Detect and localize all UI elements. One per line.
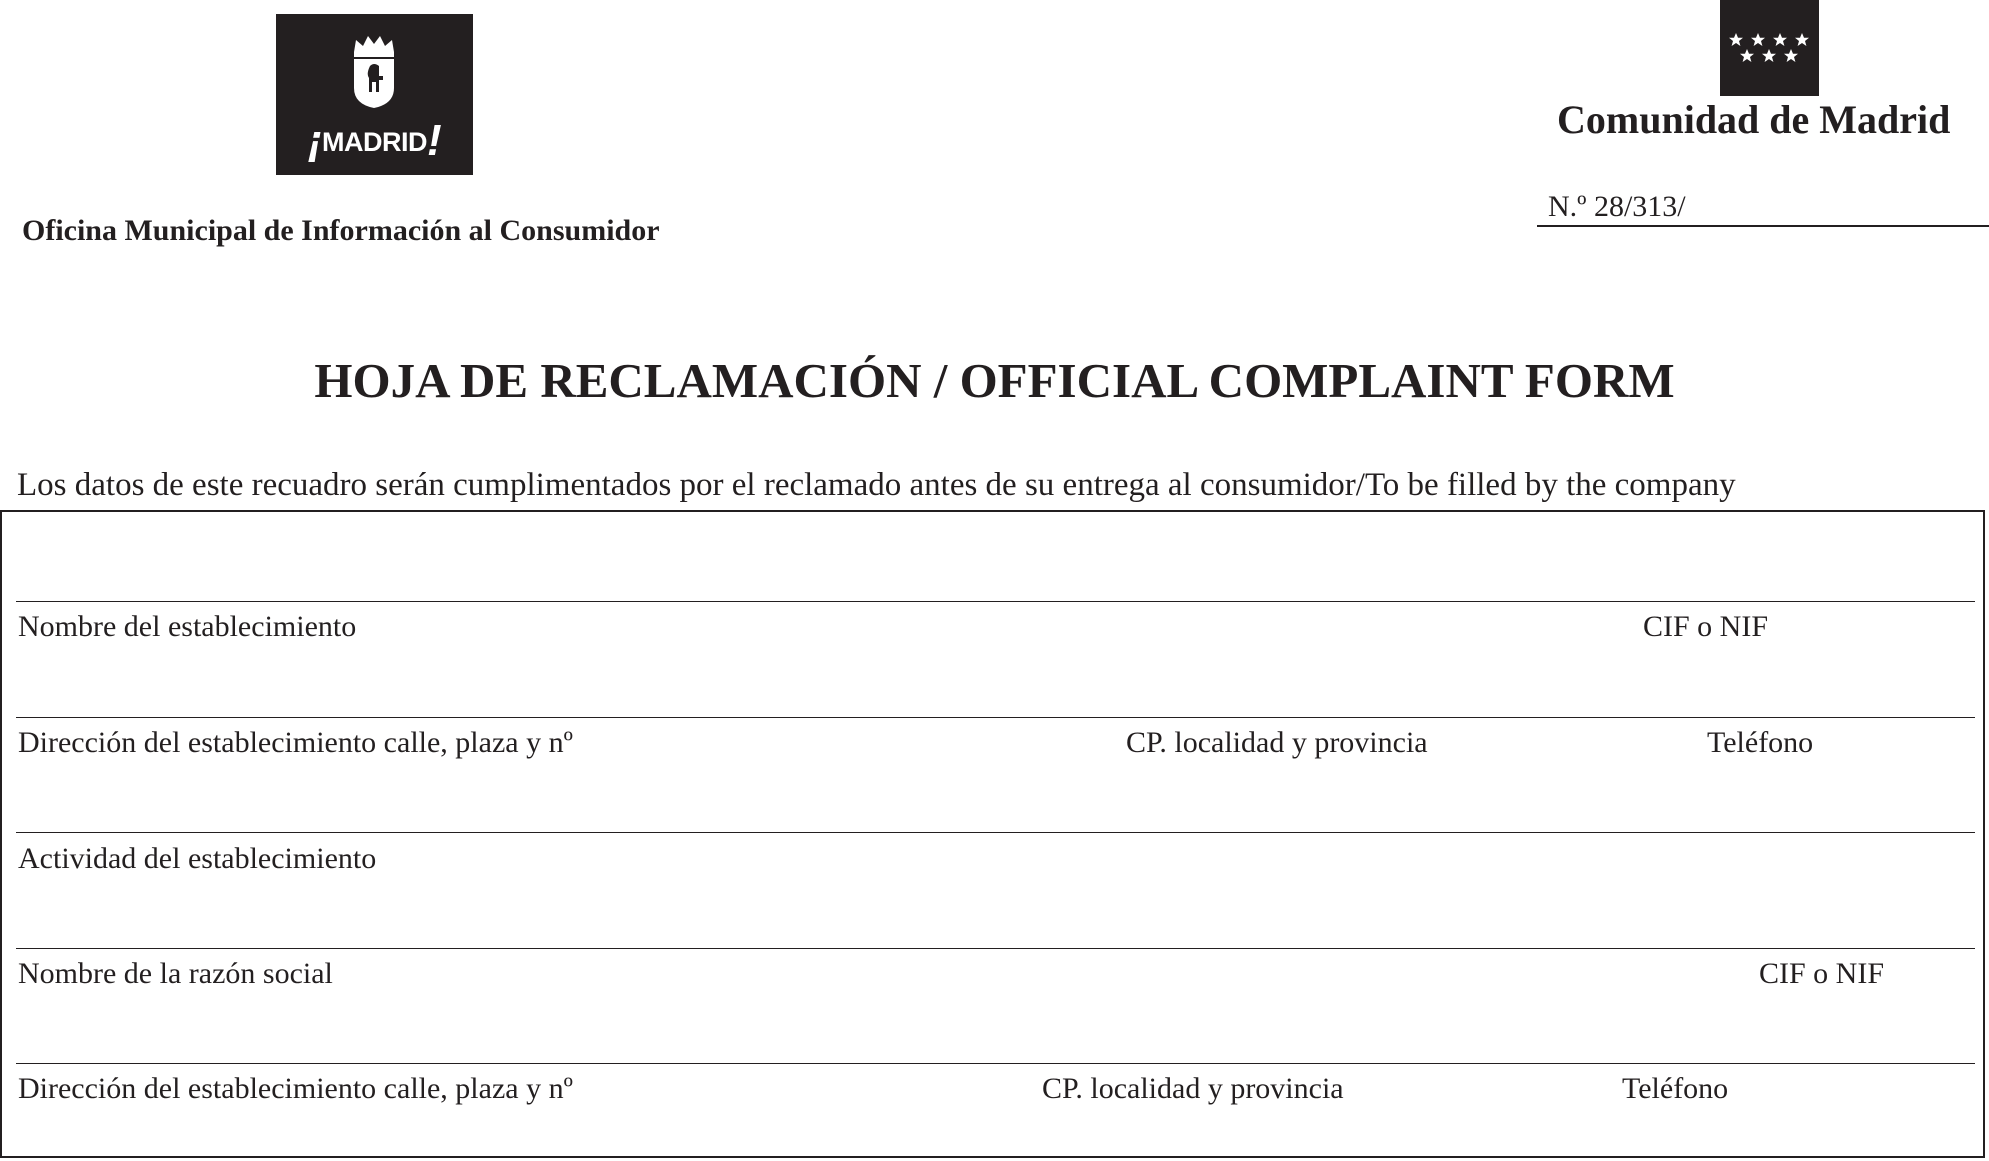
company-instructions: Los datos de este recuadro serán cumplimentados por el reclamado antes de su entrega al consumidor/To be filled by the company (17, 467, 1736, 503)
form-number-line (1537, 225, 1989, 227)
madrid-coat-of-arms-icon (348, 32, 400, 110)
legal-name-line[interactable] (16, 948, 1975, 949)
establishment-name-line[interactable] (16, 601, 1975, 602)
madrid-city-logo (276, 14, 473, 175)
establishment-phone-label: Teléfono (1707, 726, 1814, 759)
legal-address-line[interactable] (16, 1063, 1975, 1064)
legal-tax-id-label: CIF o NIF (1759, 957, 1885, 990)
establishment-tax-id-label: CIF o NIF (1643, 610, 1769, 643)
legal-address-label: Dirección del establecimiento calle, plaza y nº (18, 1072, 573, 1105)
establishment-activity-line[interactable] (16, 832, 1975, 833)
form-title: HOJA DE RECLAMACIÓN / OFFICIAL COMPLAINT FORM (314, 353, 1675, 408)
form-number: N.º 28/313/ (1548, 190, 1686, 223)
legal-postal-city-label: CP. localidad y provincia (1042, 1072, 1344, 1105)
establishment-postal-city-label: CP. localidad y provincia (1126, 726, 1428, 759)
company-data-box (0, 510, 1985, 1158)
establishment-address-line[interactable] (16, 717, 1975, 718)
madrid-logo-text: ¡MADRID! (307, 116, 442, 165)
establishment-activity-label: Actividad del establecimiento (18, 842, 377, 875)
establishment-name-label: Nombre del establecimiento (18, 610, 357, 643)
legal-phone-label: Teléfono (1622, 1072, 1729, 1105)
office-name: Oficina Municipal de Información al Consumidor (22, 214, 660, 247)
comunidad-de-madrid-name: Comunidad de Madrid (1557, 97, 1951, 142)
establishment-address-label: Dirección del establecimiento calle, plaza y nº (18, 726, 573, 759)
comunidad-de-madrid-stars-icon (1720, 0, 1819, 96)
legal-name-label: Nombre de la razón social (18, 957, 333, 990)
